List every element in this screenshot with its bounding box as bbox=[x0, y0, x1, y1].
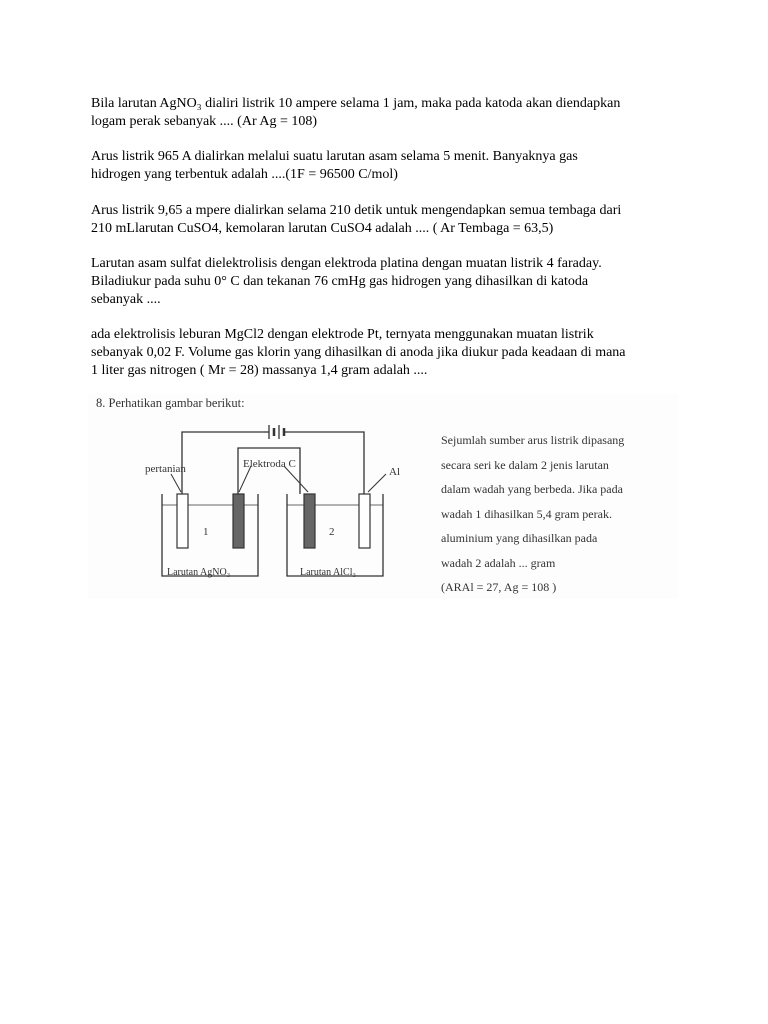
question-3-line-1: Arus listrik 9,65 a mpere dialirkan selama 210 detik untuk mengendapkan semua tembaga dari bbox=[91, 203, 622, 218]
question-4-line-2: Biladiukur pada suhu 0° C dan tekanan 76 cmHg gas hidrogen yang dihasilkan di katoda bbox=[91, 274, 589, 289]
figure-text-line-4: wadah 1 dihasilkan 5,4 gram perak. bbox=[441, 506, 612, 521]
question-1-line-2: logam perak sebanyak .... (Ar Ag = 108) bbox=[91, 114, 318, 129]
question-1-line-1: Bila larutan AgNO₃ dialiri listrik 10 ampere selama 1 jam, maka pada katoda akan diendapkan bbox=[91, 96, 621, 111]
figure-text-line-1: Sejumlah sumber arus listrik dipasang bbox=[441, 433, 625, 447]
figure-text-line-3: dalam wadah yang berbeda. Jika pada bbox=[441, 482, 623, 496]
question-5 bbox=[91, 326, 691, 380]
figure-text-line-7: (ARAl = 27, Ag = 108 ) bbox=[441, 580, 557, 594]
question-5-line-2: sebanyak 0,02 F. Volume gas klorin yang dihasilkan di anoda jika diukur pada keadaan di mana bbox=[91, 345, 626, 360]
figure-text-line-5: aluminium yang dihasilkan pada bbox=[441, 531, 598, 545]
question-5-line-1: ada elektrolisis leburan MgCl2 dengan elektrode Pt, ternyata menggunakan muatan listrik bbox=[91, 327, 594, 342]
left-electrode bbox=[177, 494, 188, 548]
figure-text-line-2: secara seri ke dalam 2 jenis larutan bbox=[441, 457, 609, 472]
figure-title: 8. Perhatikan gambar berikut: bbox=[96, 396, 245, 410]
left-electrode-label: pertanian bbox=[145, 463, 186, 475]
figure-text-line-6: wadah 2 adalah ... gram bbox=[441, 555, 556, 570]
figure-question-text bbox=[441, 428, 681, 600]
cell-1-solution-label: Larutan AgNO₃ bbox=[167, 567, 231, 578]
question-3 bbox=[91, 202, 691, 238]
cell-1-number: 1 bbox=[203, 526, 209, 538]
question-4-line-3: sebanyak .... bbox=[91, 292, 161, 307]
question-2-line-2: hidrogen yang terbentuk adalah ....(1F = 96500 C/mol) bbox=[91, 167, 398, 182]
middle-electrode-2 bbox=[304, 494, 315, 548]
question-4-line-1: Larutan asam sulfat dielektrolisis dengan elektroda platina dengan muatan listrik 4 faraday. bbox=[91, 256, 602, 271]
question-2 bbox=[91, 148, 691, 184]
right-electrode bbox=[359, 494, 370, 548]
beakers bbox=[162, 494, 383, 576]
electrolysis-diagram bbox=[88, 394, 438, 599]
battery-icon bbox=[264, 425, 287, 439]
question-3-line-2: 210 mLlarutan CuSO4, kemolaran larutan CuSO4 adalah .... ( Ar Tembaga = 63,5) bbox=[91, 221, 554, 236]
question-5-line-3: 1 liter gas nitrogen ( Mr = 28) massanya 1,4 gram adalah .... bbox=[91, 363, 428, 378]
question-4 bbox=[91, 255, 691, 309]
question-2-line-1: Arus listrik 965 A dialirkan melalui suatu larutan asam selama 5 menit. Banyaknya gas bbox=[91, 149, 578, 164]
cell-2-number: 2 bbox=[329, 526, 335, 538]
electrolysis-figure bbox=[88, 394, 678, 599]
right-electrode-label: Al bbox=[389, 466, 400, 478]
cell-2-solution-label: Larutan AlCl₃ bbox=[300, 567, 356, 578]
question-1 bbox=[91, 95, 691, 131]
middle-electrode-1 bbox=[233, 494, 244, 548]
middle-electrode-label: Elektroda C bbox=[243, 458, 296, 470]
